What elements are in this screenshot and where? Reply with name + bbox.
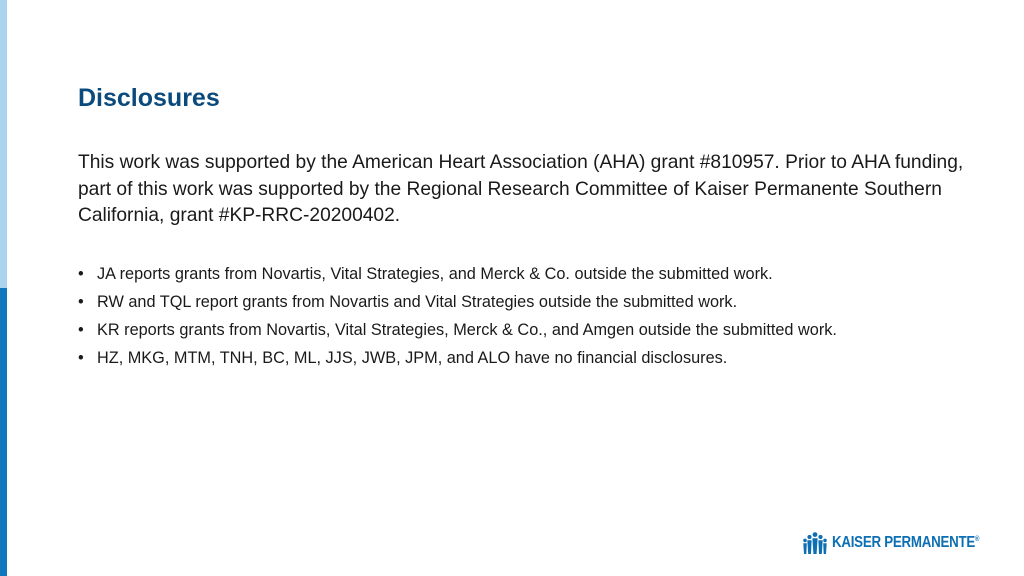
funding-statement: This work was supported by the American Heart Association (AHA) grant #810957. Prior to AHA funding, part of this work was supported by the Regional Research Committee of Kaiser Permanente Southern California, grant #KP-RRC-20200402.	[78, 152, 964, 226]
list-item	[78, 264, 938, 285]
kaiser-people-icon	[802, 532, 828, 554]
bullet-icon: •	[78, 349, 84, 367]
list-item-text: RW and TQL report grants from Novartis and Vital Strategies outside the submitted work.	[97, 293, 738, 311]
logo-wordmark	[832, 534, 979, 552]
kaiser-permanente-logo	[802, 531, 1003, 555]
list-item-text: KR reports grants from Novartis, Vital Strategies, Merck & Co., and Amgen outside the submitted work.	[97, 321, 837, 339]
side-accent-bar-bottom	[0, 288, 7, 576]
registered-mark: ®	[975, 535, 980, 543]
list-item-text: HZ, MKG, MTM, TNH, BC, ML, JJS, JWB, JPM, and ALO have no financial disclosures.	[97, 349, 728, 367]
list-item	[78, 348, 938, 369]
bullet-icon: •	[78, 293, 84, 311]
list-item	[78, 292, 938, 313]
side-accent-bar-top	[0, 0, 7, 288]
side-accent-bar	[0, 0, 7, 576]
list-item	[78, 320, 938, 341]
slide-title: Disclosures	[78, 84, 220, 112]
list-item-text: JA reports grants from Novartis, Vital Strategies, and Merck & Co. outside the submitted work.	[97, 265, 773, 283]
disclosure-list	[78, 264, 938, 376]
logo-text: KAISER PERMANENTE	[832, 534, 976, 551]
bullet-icon: •	[78, 321, 84, 339]
bullet-icon: •	[78, 265, 84, 283]
